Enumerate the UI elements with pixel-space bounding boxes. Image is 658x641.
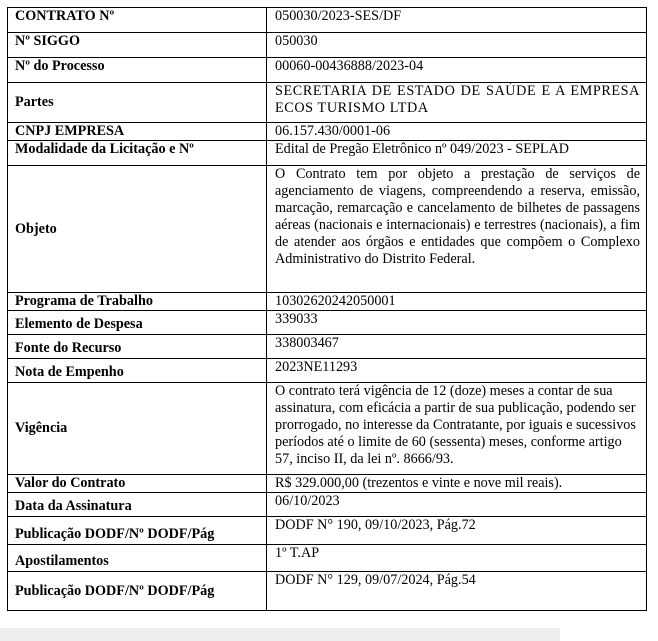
table-row [8, 383, 647, 475]
page-bottom-strip [0, 628, 560, 641]
table-row [8, 293, 647, 311]
table-row [8, 475, 647, 493]
row-label: Publicação DODF/Nº DODF/Pág [8, 572, 267, 611]
row-value: 2023NE11293 [267, 359, 647, 383]
row-label: Nota de Empenho [8, 359, 267, 383]
row-value: 050030 [267, 33, 647, 58]
row-label: CNPJ EMPRESA [8, 123, 267, 141]
table-row [8, 33, 647, 58]
table-row [8, 572, 647, 611]
row-label: Partes [8, 83, 267, 123]
table-row [8, 166, 647, 293]
row-value: O Contrato tem por objeto a prestação de serviços de agenciamento de viagens, compreendendo a reserva, emissão, marcação, remarcação e cancelamento de bilhetes de passagens aéreas (nacionais e internacionais) e terrestres (nacionais), a fim de atender aos órgãos e entidades que compõem o Complexo Administrativo do Distrito Federal. [267, 166, 647, 293]
row-value: R$ 329.000,00 (trezentos e vinte e nove mil reais). [267, 475, 647, 493]
row-label: Modalidade da Licitação e Nº [8, 141, 267, 166]
row-label: Publicação DODF/Nº DODF/Pág [8, 517, 267, 545]
contract-summary-table [7, 7, 647, 611]
row-label: Nº SIGGO [8, 33, 267, 58]
row-value: 1º T.AP [267, 545, 647, 572]
table-row [8, 123, 647, 141]
row-value: SECRETARIA DE ESTADO DE SAÚDE E A EMPRESA ECOS TURISMO LTDA [267, 83, 647, 123]
table-row [8, 545, 647, 572]
table-row [8, 493, 647, 517]
row-value: DODF N° 129, 09/07/2024, Pág.54 [267, 572, 647, 611]
row-label: Fonte do Recurso [8, 335, 267, 359]
table-row [8, 8, 647, 33]
row-label: Objeto [8, 166, 267, 293]
row-value: 00060-00436888/2023-04 [267, 58, 647, 83]
row-value: DODF N° 190, 09/10/2023, Pág.72 [267, 517, 647, 545]
table-row [8, 311, 647, 335]
table-row [8, 335, 647, 359]
row-label: Valor do Contrato [8, 475, 267, 493]
row-label: Nº do Processo [8, 58, 267, 83]
row-value: 050030/2023-SES/DF [267, 8, 647, 33]
row-value: 339033 [267, 311, 647, 335]
row-label: Elemento de Despesa [8, 311, 267, 335]
table-row [8, 58, 647, 83]
table-row [8, 517, 647, 545]
row-value: 06.157.430/0001-06 [267, 123, 647, 141]
row-value: 338003467 [267, 335, 647, 359]
table-row [8, 359, 647, 383]
row-label: Data da Assinatura [8, 493, 267, 517]
row-value: O contrato terá vigência de 12 (doze) meses a contar de sua assinatura, com eficácia a partir de sua publicação, podendo ser prorrogado, no interesse da Contratante, por iguais e sucessivos períodos até o limite de 60 (sessenta) meses, conforme artigo 57, inciso II, da lei nº. 8666/93. [267, 383, 647, 475]
row-value: Edital de Pregão Eletrônico nº 049/2023 - SEPLAD [267, 141, 647, 166]
row-label: Programa de Trabalho [8, 293, 267, 311]
row-value: 06/10/2023 [267, 493, 647, 517]
table-row [8, 141, 647, 166]
table-row [8, 83, 647, 123]
row-label: Apostilamentos [8, 545, 267, 572]
row-label: Vigência [8, 383, 267, 475]
row-label: CONTRATO Nº [8, 8, 267, 33]
row-value: 10302620242050001 [267, 293, 647, 311]
